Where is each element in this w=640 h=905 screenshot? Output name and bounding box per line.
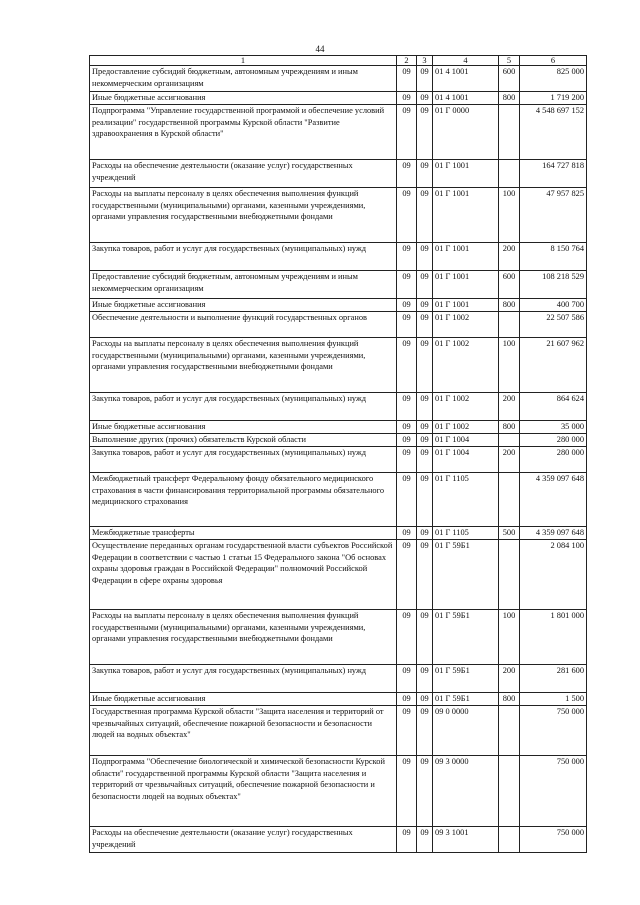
table-row xyxy=(90,160,587,188)
table-row xyxy=(90,693,587,706)
row-target-article: 01 Г 0000 xyxy=(433,105,499,160)
row-section-code: 09 xyxy=(397,540,417,610)
row-expense-type: 800 xyxy=(499,693,520,706)
row-amount: 4 359 097 648 xyxy=(520,527,587,540)
row-target-article: 09 3 1001 xyxy=(433,827,499,853)
col-header-target-article: 4 xyxy=(433,56,499,66)
row-name: Закупка товаров, работ и услуг для государственных (муниципальных) нужд xyxy=(90,665,397,693)
row-name: Расходы на обеспечение деятельности (оказание услуг) государственных учреждений xyxy=(90,160,397,188)
table-row xyxy=(90,540,587,610)
row-name: Предоставление субсидий бюджетным, автономным учреждениям и иным некоммерческим организациям xyxy=(90,271,397,299)
row-target-article: 01 Г 1004 xyxy=(433,447,499,473)
table-row xyxy=(90,665,587,693)
row-subsection-code: 09 xyxy=(417,299,433,312)
row-section-code: 09 xyxy=(397,312,417,338)
row-target-article: 01 Г 1002 xyxy=(433,421,499,434)
col-header-expense-type: 5 xyxy=(499,56,520,66)
table-row xyxy=(90,299,587,312)
row-section-code: 09 xyxy=(397,160,417,188)
row-amount: 35 000 xyxy=(520,421,587,434)
row-expense-type xyxy=(499,105,520,160)
row-target-article: 01 Г 1004 xyxy=(433,434,499,447)
table-row xyxy=(90,610,587,665)
col-header-section: 2 xyxy=(397,56,417,66)
row-subsection-code: 09 xyxy=(417,421,433,434)
row-subsection-code: 09 xyxy=(417,160,433,188)
row-name: Иные бюджетные ассигнования xyxy=(90,693,397,706)
row-name: Расходы на выплаты персоналу в целях обеспечения выполнения функций государственными (муниципальными) органами, казенными учреждениями, органами управления государственными внебюджетными фондами xyxy=(90,338,397,393)
table-row xyxy=(90,188,587,243)
row-name: Иные бюджетные ассигнования xyxy=(90,92,397,105)
row-target-article: 01 Г 59Б1 xyxy=(433,610,499,665)
row-amount: 750 000 xyxy=(520,706,587,756)
row-subsection-code: 09 xyxy=(417,473,433,527)
row-name: Расходы на выплаты персоналу в целях обеспечения выполнения функций государственными (муниципальными) органами, казенными учреждениями, органами управления государственными внебюджетными фондами xyxy=(90,610,397,665)
row-name: Государственная программа Курской области "Защита населения и территорий от чрезвычайных ситуаций, обеспечение пожарной безопасности и безопасности людей на водных объектах" xyxy=(90,706,397,756)
row-expense-type: 100 xyxy=(499,610,520,665)
row-amount: 8 150 764 xyxy=(520,243,587,271)
row-amount: 1 719 200 xyxy=(520,92,587,105)
table-row xyxy=(90,527,587,540)
row-subsection-code: 09 xyxy=(417,66,433,92)
row-section-code: 09 xyxy=(397,66,417,92)
row-name: Выполнение других (прочих) обязательств Курской области xyxy=(90,434,397,447)
row-name: Межбюджетный трансферт Федеральному фонду обязательного медицинского страхования в части финансирования территориальной программы обязательного медицинского страхования xyxy=(90,473,397,527)
col-header-name: 1 xyxy=(90,56,397,66)
row-name: Иные бюджетные ассигнования xyxy=(90,299,397,312)
row-name: Закупка товаров, работ и услуг для государственных (муниципальных) нужд xyxy=(90,243,397,271)
row-expense-type: 800 xyxy=(499,299,520,312)
row-amount: 750 000 xyxy=(520,827,587,853)
row-subsection-code: 09 xyxy=(417,338,433,393)
row-section-code: 09 xyxy=(397,188,417,243)
row-expense-type xyxy=(499,434,520,447)
row-amount: 864 624 xyxy=(520,393,587,421)
row-section-code: 09 xyxy=(397,105,417,160)
row-section-code: 09 xyxy=(397,421,417,434)
row-expense-type: 200 xyxy=(499,665,520,693)
row-amount: 47 957 825 xyxy=(520,188,587,243)
row-section-code: 09 xyxy=(397,610,417,665)
row-target-article: 01 Г 1002 xyxy=(433,393,499,421)
table-row xyxy=(90,338,587,393)
row-amount: 400 700 xyxy=(520,299,587,312)
row-subsection-code: 09 xyxy=(417,188,433,243)
table-row xyxy=(90,827,587,853)
row-subsection-code: 09 xyxy=(417,693,433,706)
row-section-code: 09 xyxy=(397,338,417,393)
row-expense-type: 800 xyxy=(499,92,520,105)
row-name: Подпрограмма "Управление государственной программой и обеспечение условий реализации" государственной программы Курской области "Развитие здравоохранения в Курской области" xyxy=(90,105,397,160)
row-subsection-code: 09 xyxy=(417,540,433,610)
table-row xyxy=(90,434,587,447)
row-expense-type xyxy=(499,312,520,338)
row-expense-type xyxy=(499,827,520,853)
row-section-code: 09 xyxy=(397,299,417,312)
budget-table xyxy=(89,55,587,853)
row-expense-type: 800 xyxy=(499,421,520,434)
row-target-article: 01 4 1001 xyxy=(433,66,499,92)
row-expense-type: 200 xyxy=(499,447,520,473)
row-expense-type: 100 xyxy=(499,188,520,243)
row-expense-type xyxy=(499,540,520,610)
row-amount: 825 000 xyxy=(520,66,587,92)
col-header-subsection: 3 xyxy=(417,56,433,66)
row-amount: 21 607 962 xyxy=(520,338,587,393)
row-expense-type: 600 xyxy=(499,271,520,299)
header-row xyxy=(90,56,587,66)
table-row xyxy=(90,756,587,827)
row-subsection-code: 09 xyxy=(417,827,433,853)
row-target-article: 01 Г 1105 xyxy=(433,473,499,527)
table-row xyxy=(90,271,587,299)
row-amount: 2 084 100 xyxy=(520,540,587,610)
row-amount: 750 000 xyxy=(520,756,587,827)
table-row xyxy=(90,243,587,271)
row-name: Межбюджетные трансферты xyxy=(90,527,397,540)
table-row xyxy=(90,92,587,105)
row-subsection-code: 09 xyxy=(417,610,433,665)
row-amount: 22 507 586 xyxy=(520,312,587,338)
row-target-article: 01 Г 59Б1 xyxy=(433,693,499,706)
row-name: Иные бюджетные ассигнования xyxy=(90,421,397,434)
row-target-article: 01 Г 1001 xyxy=(433,188,499,243)
row-name: Расходы на обеспечение деятельности (оказание услуг) государственных учреждений xyxy=(90,827,397,853)
row-section-code: 09 xyxy=(397,271,417,299)
row-name: Обеспечение деятельности и выполнение функций государственных органов xyxy=(90,312,397,338)
row-subsection-code: 09 xyxy=(417,756,433,827)
row-expense-type xyxy=(499,473,520,527)
row-target-article: 01 Г 59Б1 xyxy=(433,540,499,610)
row-expense-type xyxy=(499,160,520,188)
row-subsection-code: 09 xyxy=(417,447,433,473)
row-subsection-code: 09 xyxy=(417,393,433,421)
row-expense-type xyxy=(499,756,520,827)
row-subsection-code: 09 xyxy=(417,527,433,540)
row-subsection-code: 09 xyxy=(417,434,433,447)
row-expense-type: 200 xyxy=(499,243,520,271)
row-subsection-code: 09 xyxy=(417,271,433,299)
row-target-article: 01 Г 1105 xyxy=(433,527,499,540)
table-row xyxy=(90,421,587,434)
row-section-code: 09 xyxy=(397,473,417,527)
row-section-code: 09 xyxy=(397,693,417,706)
row-name: Осуществление переданных органам государственной власти субъектов Российской Федерации в соответствии с частью 1 статьи 15 Федерального закона "Об основах охраны здоровья граждан в Российской Федерации" полномочий Российской Федерации в сфере охраны здоровья xyxy=(90,540,397,610)
row-expense-type: 100 xyxy=(499,338,520,393)
row-section-code: 09 xyxy=(397,665,417,693)
row-subsection-code: 09 xyxy=(417,243,433,271)
row-section-code: 09 xyxy=(397,434,417,447)
row-amount: 1 500 xyxy=(520,693,587,706)
row-section-code: 09 xyxy=(397,756,417,827)
table-row xyxy=(90,393,587,421)
row-amount: 4 359 097 648 xyxy=(520,473,587,527)
row-target-article: 01 Г 1002 xyxy=(433,312,499,338)
row-target-article: 01 Г 1002 xyxy=(433,338,499,393)
table-row xyxy=(90,66,587,92)
row-expense-type: 200 xyxy=(499,393,520,421)
row-name: Закупка товаров, работ и услуг для государственных (муниципальных) нужд xyxy=(90,447,397,473)
row-amount: 280 000 xyxy=(520,447,587,473)
row-expense-type: 600 xyxy=(499,66,520,92)
row-amount: 4 548 697 152 xyxy=(520,105,587,160)
table-row xyxy=(90,473,587,527)
row-target-article: 01 Г 1001 xyxy=(433,160,499,188)
row-target-article: 01 Г 1001 xyxy=(433,243,499,271)
row-name: Закупка товаров, работ и услуг для государственных (муниципальных) нужд xyxy=(90,393,397,421)
row-amount: 1 801 000 xyxy=(520,610,587,665)
row-section-code: 09 xyxy=(397,527,417,540)
row-amount: 108 218 529 xyxy=(520,271,587,299)
table-row xyxy=(90,706,587,756)
row-target-article: 01 Г 1001 xyxy=(433,271,499,299)
table-row xyxy=(90,447,587,473)
row-name: Подпрограмма "Обеспечение биологической и химической безопасности Курской области" государственной программы Курской области "Защита населения и территорий от чрезвычайных ситуаций, обеспечение пожарной безопасности и безопасности людей на водных объектах" xyxy=(90,756,397,827)
row-subsection-code: 09 xyxy=(417,665,433,693)
row-expense-type xyxy=(499,706,520,756)
row-target-article: 01 4 1001 xyxy=(433,92,499,105)
row-section-code: 09 xyxy=(397,447,417,473)
row-subsection-code: 09 xyxy=(417,92,433,105)
table-row xyxy=(90,312,587,338)
row-target-article: 09 0 0000 xyxy=(433,706,499,756)
col-header-amount: 6 xyxy=(520,56,587,66)
row-amount: 280 000 xyxy=(520,434,587,447)
row-subsection-code: 09 xyxy=(417,706,433,756)
row-section-code: 09 xyxy=(397,827,417,853)
row-section-code: 09 xyxy=(397,243,417,271)
row-target-article: 01 Г 59Б1 xyxy=(433,665,499,693)
row-amount: 164 727 818 xyxy=(520,160,587,188)
row-target-article: 09 3 0000 xyxy=(433,756,499,827)
page-number: 44 xyxy=(315,44,325,54)
row-target-article: 01 Г 1001 xyxy=(433,299,499,312)
row-section-code: 09 xyxy=(397,393,417,421)
row-section-code: 09 xyxy=(397,92,417,105)
row-amount: 281 600 xyxy=(520,665,587,693)
table-row xyxy=(90,105,587,160)
row-subsection-code: 09 xyxy=(417,312,433,338)
row-section-code: 09 xyxy=(397,706,417,756)
row-name: Предоставление субсидий бюджетным, автономным учреждениям и иным некоммерческим организациям xyxy=(90,66,397,92)
row-name: Расходы на выплаты персоналу в целях обеспечения выполнения функций государственными (муниципальными) органами, казенными учреждениями, органами управления государственными внебюджетными фондами xyxy=(90,188,397,243)
row-subsection-code: 09 xyxy=(417,105,433,160)
row-expense-type: 500 xyxy=(499,527,520,540)
